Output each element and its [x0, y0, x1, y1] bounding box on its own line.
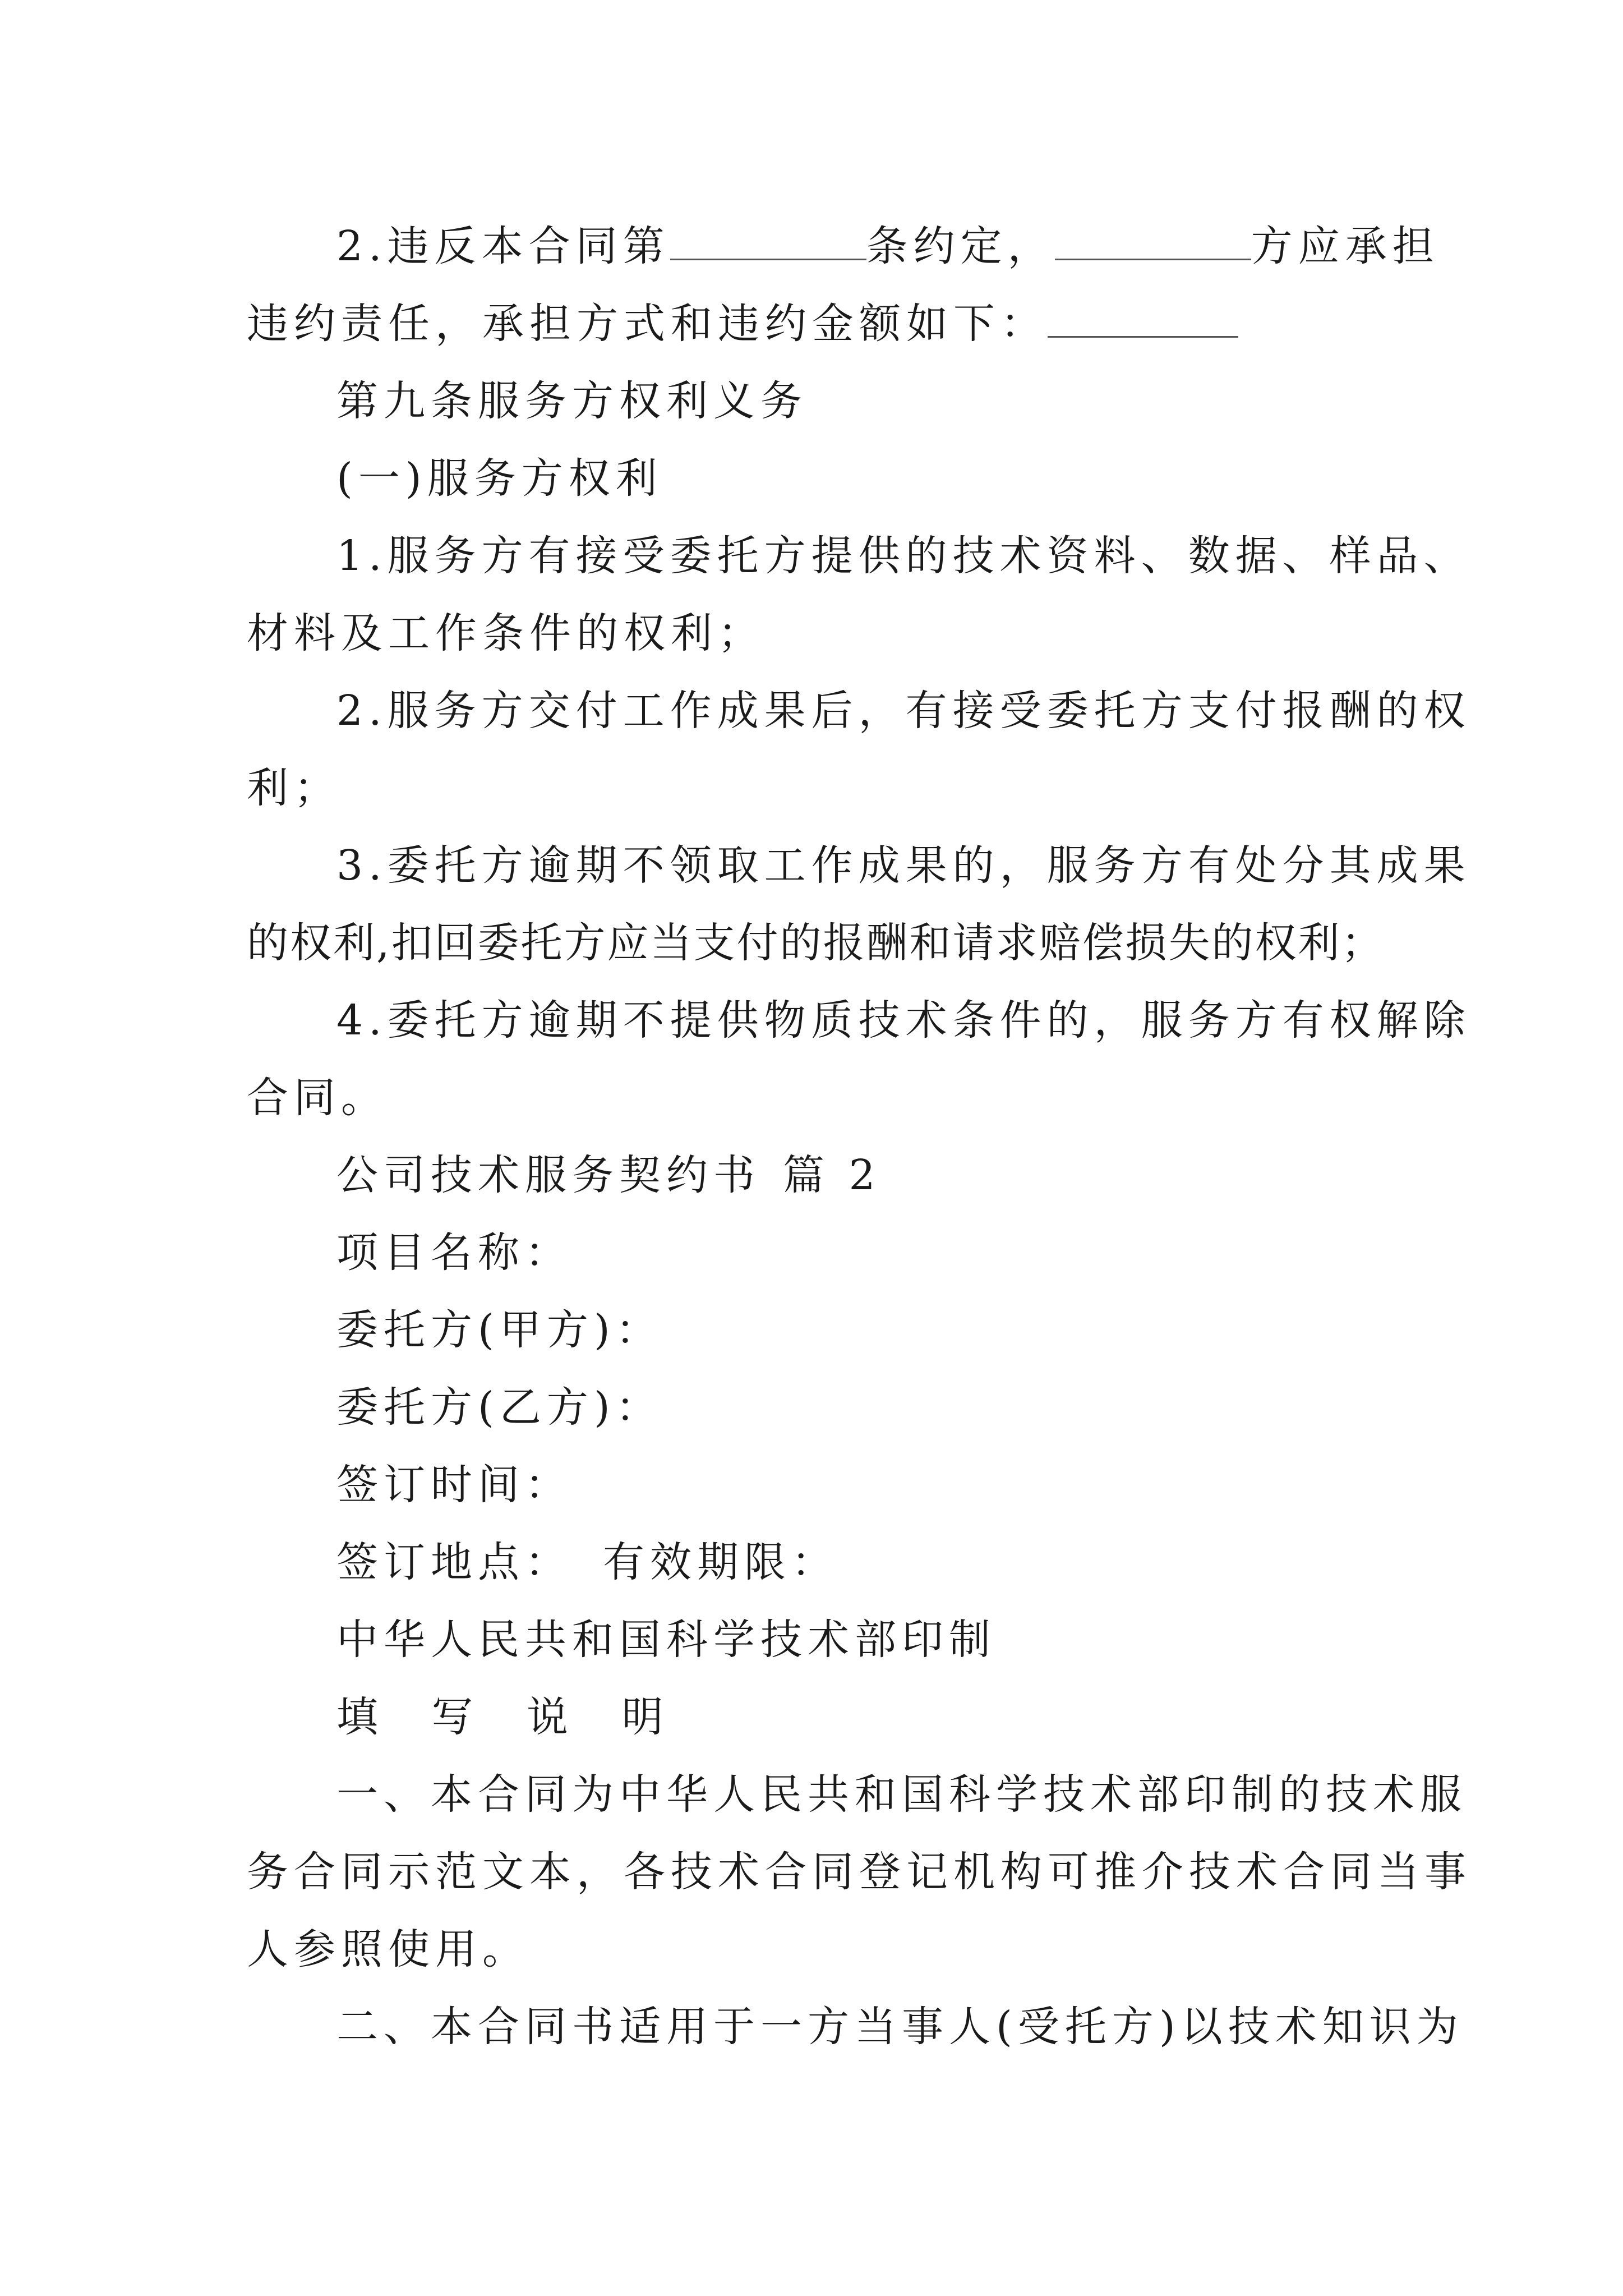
instructions-title: 填 写 说 明 [336, 1693, 684, 1741]
form-label: 有效期限： [603, 1538, 838, 1586]
clause-line [247, 285, 1385, 362]
paragraph-line: 人参照使用。 [247, 1925, 529, 1973]
form-label: 委托方(甲方)： [336, 1306, 663, 1354]
fill-blank[interactable] [1055, 223, 1251, 260]
list-item-line: 3.委托方逾期不领取工作成果的，服务方有处分其成果 [336, 841, 1471, 890]
list-item-line: 4.委托方逾期不提供物质技术条件的，服务方有权解除 [336, 996, 1471, 1045]
document-title [247, 1137, 1385, 1214]
form-label: 项目名称： [336, 1228, 572, 1277]
printer-line: 中华人民共和国科学技术部印制 [336, 1616, 996, 1664]
list-item-line: 材料及工作条件的权利； [247, 609, 765, 657]
list-item-line: 2.服务方交付工作成果后，有接受委托方支付报酬的权 [336, 687, 1471, 735]
paragraph-line: 一、本合同为中华人民共和国科学技术部印制的技术服 [336, 1770, 1467, 1819]
list-item-line: 的权利,扣回委托方应当支付的报酬和请求赔偿损失的权利； [247, 919, 1385, 967]
title-part: 篇 2 [783, 1151, 881, 1199]
form-label-row [247, 1524, 1385, 1601]
fill-blank[interactable] [670, 223, 866, 260]
list-item-line: 1.服务方有接受委托方提供的技术资料、数据、样品、 [336, 532, 1471, 580]
clause-line [247, 208, 1440, 285]
paragraph-line: 二、本合同书适用于一方当事人(受托方)以技术知识为 [336, 2003, 1464, 2051]
text-segment: 方应承担 [1251, 222, 1440, 270]
text-segment: 2.违反本合同第 [336, 222, 670, 270]
form-label: 委托方(乙方)： [336, 1383, 663, 1432]
list-item-line: 合同。 [247, 1074, 388, 1122]
paragraph-line: 务合同示范文本，各技术合同登记机构可推介技术合同当事 [247, 1848, 1472, 1896]
list-item-line: 利； [247, 764, 341, 812]
form-label: 签订地点： [336, 1538, 572, 1586]
form-label: 签订时间： [336, 1461, 572, 1509]
subsection-heading: (一)服务方权利 [336, 454, 663, 503]
document-body [247, 208, 1472, 2065]
text-segment: 条约定， [866, 222, 1055, 270]
fill-blank[interactable] [1048, 300, 1238, 338]
title-text: 公司技术服务契约书 [336, 1151, 760, 1199]
text-segment: 违约责任，承担方式和违约金额如下： [247, 300, 1048, 348]
section-heading: 第九条服务方权利义务 [336, 377, 808, 425]
